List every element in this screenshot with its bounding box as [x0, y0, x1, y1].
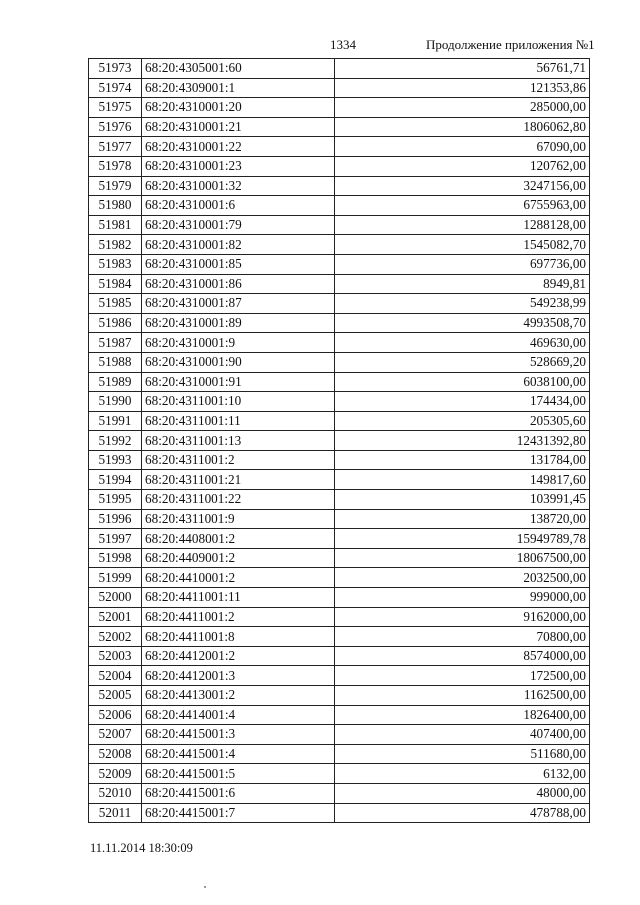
cadastral-number-cell: 68:20:4311001:10 — [142, 392, 335, 412]
row-number-cell: 51999 — [89, 568, 142, 588]
row-number-cell: 52001 — [89, 607, 142, 627]
table-row — [89, 529, 590, 549]
table-row — [89, 78, 590, 98]
row-number-cell: 52008 — [89, 744, 142, 764]
cadastral-value-cell: 1806062,80 — [335, 117, 590, 137]
cadastral-number-cell: 68:20:4310001:90 — [142, 352, 335, 372]
cadastral-value-cell: 285000,00 — [335, 98, 590, 118]
cadastral-value-cell: 48000,00 — [335, 783, 590, 803]
cadastral-value-cell: 6755963,00 — [335, 196, 590, 216]
table-row — [89, 568, 590, 588]
row-number-cell: 52003 — [89, 646, 142, 666]
table-row — [89, 117, 590, 137]
row-number-cell: 51989 — [89, 372, 142, 392]
cadastral-number-cell: 68:20:4311001:21 — [142, 470, 335, 490]
cadastral-value-cell: 6038100,00 — [335, 372, 590, 392]
table-row — [89, 686, 590, 706]
cadastral-value-cell: 1162500,00 — [335, 686, 590, 706]
row-number-cell: 51985 — [89, 294, 142, 314]
cadastral-number-cell: 68:20:4309001:1 — [142, 78, 335, 98]
cadastral-value-cell: 67090,00 — [335, 137, 590, 157]
cadastral-value-cell: 121353,86 — [335, 78, 590, 98]
table-row — [89, 176, 590, 196]
page-number: 1334 — [330, 37, 356, 52]
row-number-cell: 51984 — [89, 274, 142, 294]
cadastral-number-cell: 68:20:4414001:4 — [142, 705, 335, 725]
row-number-cell: 51982 — [89, 235, 142, 255]
table-row — [89, 509, 590, 529]
cadastral-value-cell: 174434,00 — [335, 392, 590, 412]
cadastral-value-cell: 149817,60 — [335, 470, 590, 490]
cadastral-number-cell: 68:20:4311001:22 — [142, 490, 335, 510]
cadastral-number-cell: 68:20:4310001:23 — [142, 156, 335, 176]
table-row — [89, 137, 590, 157]
cadastral-value-cell: 12431392,80 — [335, 431, 590, 451]
cadastral-value-cell: 131784,00 — [335, 450, 590, 470]
table-row — [89, 274, 590, 294]
cadastral-value-cell: 15949789,78 — [335, 529, 590, 549]
table-row — [89, 254, 590, 274]
table-row — [89, 705, 590, 725]
cadastral-number-cell: 68:20:4411001:2 — [142, 607, 335, 627]
row-number-cell: 51983 — [89, 254, 142, 274]
row-number-cell: 51997 — [89, 529, 142, 549]
cadastral-value-table — [88, 58, 590, 823]
cadastral-number-cell: 68:20:4310001:21 — [142, 117, 335, 137]
cadastral-number-cell: 68:20:4415001:6 — [142, 783, 335, 803]
row-number-cell: 51981 — [89, 215, 142, 235]
row-number-cell: 52002 — [89, 627, 142, 647]
row-number-cell: 52004 — [89, 666, 142, 686]
cadastral-value-cell: 6132,00 — [335, 764, 590, 784]
row-number-cell: 51986 — [89, 313, 142, 333]
cadastral-value-cell: 56761,71 — [335, 59, 590, 79]
row-number-cell: 51992 — [89, 431, 142, 451]
row-number-cell: 51991 — [89, 411, 142, 431]
cadastral-value-cell: 18067500,00 — [335, 548, 590, 568]
cadastral-value-cell: 205305,60 — [335, 411, 590, 431]
cadastral-value-cell: 172500,00 — [335, 666, 590, 686]
table-row — [89, 607, 590, 627]
table-row — [89, 294, 590, 314]
cadastral-value-cell: 999000,00 — [335, 588, 590, 608]
row-number-cell: 52006 — [89, 705, 142, 725]
cadastral-number-cell: 68:20:4310001:20 — [142, 98, 335, 118]
table-row — [89, 470, 590, 490]
row-number-cell: 51993 — [89, 450, 142, 470]
cadastral-number-cell: 68:20:4415001:7 — [142, 803, 335, 823]
cadastral-value-cell: 407400,00 — [335, 725, 590, 745]
row-number-cell: 51980 — [89, 196, 142, 216]
row-number-cell: 51990 — [89, 392, 142, 412]
cadastral-value-cell: 511680,00 — [335, 744, 590, 764]
cadastral-number-cell: 68:20:4310001:86 — [142, 274, 335, 294]
cadastral-number-cell: 68:20:4310001:85 — [142, 254, 335, 274]
table-row — [89, 352, 590, 372]
table-row — [89, 783, 590, 803]
cadastral-value-cell: 4993508,70 — [335, 313, 590, 333]
cadastral-value-cell: 138720,00 — [335, 509, 590, 529]
cadastral-number-cell: 68:20:4310001:87 — [142, 294, 335, 314]
row-number-cell: 51976 — [89, 117, 142, 137]
cadastral-value-cell: 3247156,00 — [335, 176, 590, 196]
cadastral-number-cell: 68:20:4412001:2 — [142, 646, 335, 666]
cadastral-value-cell: 478788,00 — [335, 803, 590, 823]
table-row — [89, 490, 590, 510]
cadastral-value-cell: 1288128,00 — [335, 215, 590, 235]
row-number-cell: 51998 — [89, 548, 142, 568]
table-body — [89, 59, 590, 823]
cadastral-number-cell: 68:20:4310001:79 — [142, 215, 335, 235]
row-number-cell: 51979 — [89, 176, 142, 196]
table-row — [89, 450, 590, 470]
table-row — [89, 548, 590, 568]
table-row — [89, 372, 590, 392]
row-number-cell: 51996 — [89, 509, 142, 529]
table-row — [89, 215, 590, 235]
table-row — [89, 725, 590, 745]
table-row — [89, 98, 590, 118]
cadastral-value-cell: 469630,00 — [335, 333, 590, 353]
row-number-cell: 51977 — [89, 137, 142, 157]
cadastral-value-cell: 103991,45 — [335, 490, 590, 510]
cadastral-number-cell: 68:20:4305001:60 — [142, 59, 335, 79]
table-row — [89, 235, 590, 255]
cadastral-value-cell: 8574000,00 — [335, 646, 590, 666]
table-row — [89, 646, 590, 666]
cadastral-number-cell: 68:20:4311001:13 — [142, 431, 335, 451]
table-row — [89, 59, 590, 79]
cadastral-number-cell: 68:20:4310001:89 — [142, 313, 335, 333]
table-row — [89, 196, 590, 216]
table-row — [89, 666, 590, 686]
table-row — [89, 431, 590, 451]
row-number-cell: 51973 — [89, 59, 142, 79]
row-number-cell: 51995 — [89, 490, 142, 510]
row-number-cell: 52005 — [89, 686, 142, 706]
cadastral-value-cell: 697736,00 — [335, 254, 590, 274]
table-row — [89, 744, 590, 764]
cadastral-value-cell: 1826400,00 — [335, 705, 590, 725]
cadastral-number-cell: 68:20:4310001:9 — [142, 333, 335, 353]
row-number-cell: 51974 — [89, 78, 142, 98]
cadastral-number-cell: 68:20:4412001:3 — [142, 666, 335, 686]
row-number-cell: 52007 — [89, 725, 142, 745]
cadastral-value-cell: 8949,81 — [335, 274, 590, 294]
table-row — [89, 588, 590, 608]
table-row — [89, 333, 590, 353]
cadastral-number-cell: 68:20:4413001:2 — [142, 686, 335, 706]
cadastral-number-cell: 68:20:4415001:4 — [142, 744, 335, 764]
row-number-cell: 51987 — [89, 333, 142, 353]
cadastral-number-cell: 68:20:4409001:2 — [142, 548, 335, 568]
row-number-cell: 51978 — [89, 156, 142, 176]
cadastral-number-cell: 68:20:4410001:2 — [142, 568, 335, 588]
row-number-cell: 51975 — [89, 98, 142, 118]
cadastral-number-cell: 68:20:4311001:2 — [142, 450, 335, 470]
cadastral-value-cell: 9162000,00 — [335, 607, 590, 627]
row-number-cell: 52009 — [89, 764, 142, 784]
table-row — [89, 313, 590, 333]
cadastral-number-cell: 68:20:4310001:82 — [142, 235, 335, 255]
print-timestamp: 11.11.2014 18:30:09 — [90, 841, 193, 855]
row-number-cell: 51994 — [89, 470, 142, 490]
cadastral-number-cell: 68:20:4408001:2 — [142, 529, 335, 549]
table-row — [89, 392, 590, 412]
cadastral-value-cell: 549238,99 — [335, 294, 590, 314]
appendix-caption: Продолжение приложения №1 — [426, 37, 595, 52]
cadastral-number-cell: 68:20:4311001:11 — [142, 411, 335, 431]
cadastral-number-cell: 68:20:4311001:9 — [142, 509, 335, 529]
scan-artifact-dot — [204, 886, 206, 888]
cadastral-number-cell: 68:20:4310001:22 — [142, 137, 335, 157]
table-row — [89, 411, 590, 431]
table-row — [89, 627, 590, 647]
table-row — [89, 803, 590, 823]
table-row — [89, 764, 590, 784]
cadastral-number-cell: 68:20:4411001:8 — [142, 627, 335, 647]
cadastral-value-cell: 120762,00 — [335, 156, 590, 176]
row-number-cell: 52000 — [89, 588, 142, 608]
row-number-cell: 52011 — [89, 803, 142, 823]
table-row — [89, 156, 590, 176]
cadastral-number-cell: 68:20:4415001:3 — [142, 725, 335, 745]
cadastral-number-cell: 68:20:4310001:91 — [142, 372, 335, 392]
cadastral-number-cell: 68:20:4411001:11 — [142, 588, 335, 608]
row-number-cell: 51988 — [89, 352, 142, 372]
cadastral-value-cell: 1545082,70 — [335, 235, 590, 255]
cadastral-number-cell: 68:20:4310001:32 — [142, 176, 335, 196]
cadastral-number-cell: 68:20:4310001:6 — [142, 196, 335, 216]
row-number-cell: 52010 — [89, 783, 142, 803]
cadastral-value-cell: 70800,00 — [335, 627, 590, 647]
cadastral-number-cell: 68:20:4415001:5 — [142, 764, 335, 784]
cadastral-value-cell: 2032500,00 — [335, 568, 590, 588]
cadastral-value-cell: 528669,20 — [335, 352, 590, 372]
